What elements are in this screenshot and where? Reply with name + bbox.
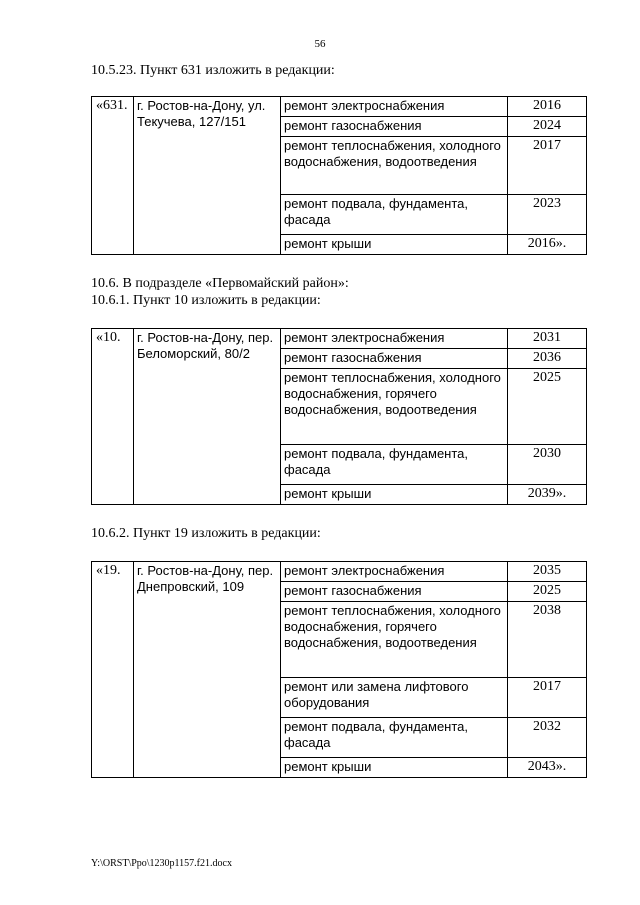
table-item-19 (91, 561, 587, 778)
year-cell: 2016 (508, 97, 587, 117)
item-address: г. Ростов-на-Дону, пер. Днепровский, 109 (134, 562, 281, 778)
section-heading-10-6-2: 10.6.2. Пункт 19 изложить в редакции: (91, 526, 321, 541)
year-cell: 2039». (508, 485, 587, 505)
item-number: «19. (92, 562, 134, 778)
year-cell: 2030 (508, 445, 587, 485)
work-cell: ремонт крыши (281, 758, 508, 778)
work-cell: ремонт теплоснабжения, холодного водоснабжения, горячего водоснабжения, водоотведения (281, 602, 508, 678)
page-number: 56 (314, 38, 326, 50)
work-cell: ремонт крыши (281, 485, 508, 505)
table-item-631 (91, 96, 587, 255)
work-cell: ремонт газоснабжения (281, 582, 508, 602)
year-cell: 2038 (508, 602, 587, 678)
item-address: г. Ростов-на-Дону, пер. Беломорский, 80/2 (134, 329, 281, 505)
work-cell: ремонт подвала, фундамента, фасада (281, 718, 508, 758)
year-cell: 2035 (508, 562, 587, 582)
year-cell: 2031 (508, 329, 587, 349)
work-cell: ремонт электроснабжения (281, 562, 508, 582)
year-cell: 2025 (508, 369, 587, 445)
section-heading-10-5-23: 10.5.23. Пункт 631 изложить в редакции: (91, 63, 335, 78)
year-cell: 2032 (508, 718, 587, 758)
work-cell: ремонт или замена лифтового оборудования (281, 678, 508, 718)
work-cell: ремонт электроснабжения (281, 97, 508, 117)
year-cell: 2025 (508, 582, 587, 602)
file-path-footer: Y:\ORST\Ppo\1230p1157.f21.docx (91, 858, 232, 869)
work-cell: ремонт подвала, фундамента, фасада (281, 445, 508, 485)
item-number: «10. (92, 329, 134, 505)
year-cell: 2036 (508, 349, 587, 369)
work-cell: ремонт газоснабжения (281, 117, 508, 137)
year-cell: 2016». (508, 235, 587, 255)
work-cell: ремонт подвала, фундамента, фасада (281, 195, 508, 235)
year-cell: 2023 (508, 195, 587, 235)
work-cell: ремонт теплоснабжения, холодного водоснабжения, водоотведения (281, 137, 508, 195)
work-cell: ремонт крыши (281, 235, 508, 255)
section-heading-10-6-1: 10.6.1. Пункт 10 изложить в редакции: (91, 293, 321, 308)
table-item-10 (91, 328, 587, 505)
year-cell: 2017 (508, 678, 587, 718)
year-cell: 2024 (508, 117, 587, 137)
item-address: г. Ростов-на-Дону, ул. Текучева, 127/151 (134, 97, 281, 255)
work-cell: ремонт теплоснабжения, холодного водоснабжения, горячего водоснабжения, водоотведения (281, 369, 508, 445)
work-cell: ремонт электроснабжения (281, 329, 508, 349)
section-heading-10-6: 10.6. В подразделе «Первомайский район»: (91, 276, 349, 291)
item-number: «631. (92, 97, 134, 255)
year-cell: 2043». (508, 758, 587, 778)
work-cell: ремонт газоснабжения (281, 349, 508, 369)
year-cell: 2017 (508, 137, 587, 195)
